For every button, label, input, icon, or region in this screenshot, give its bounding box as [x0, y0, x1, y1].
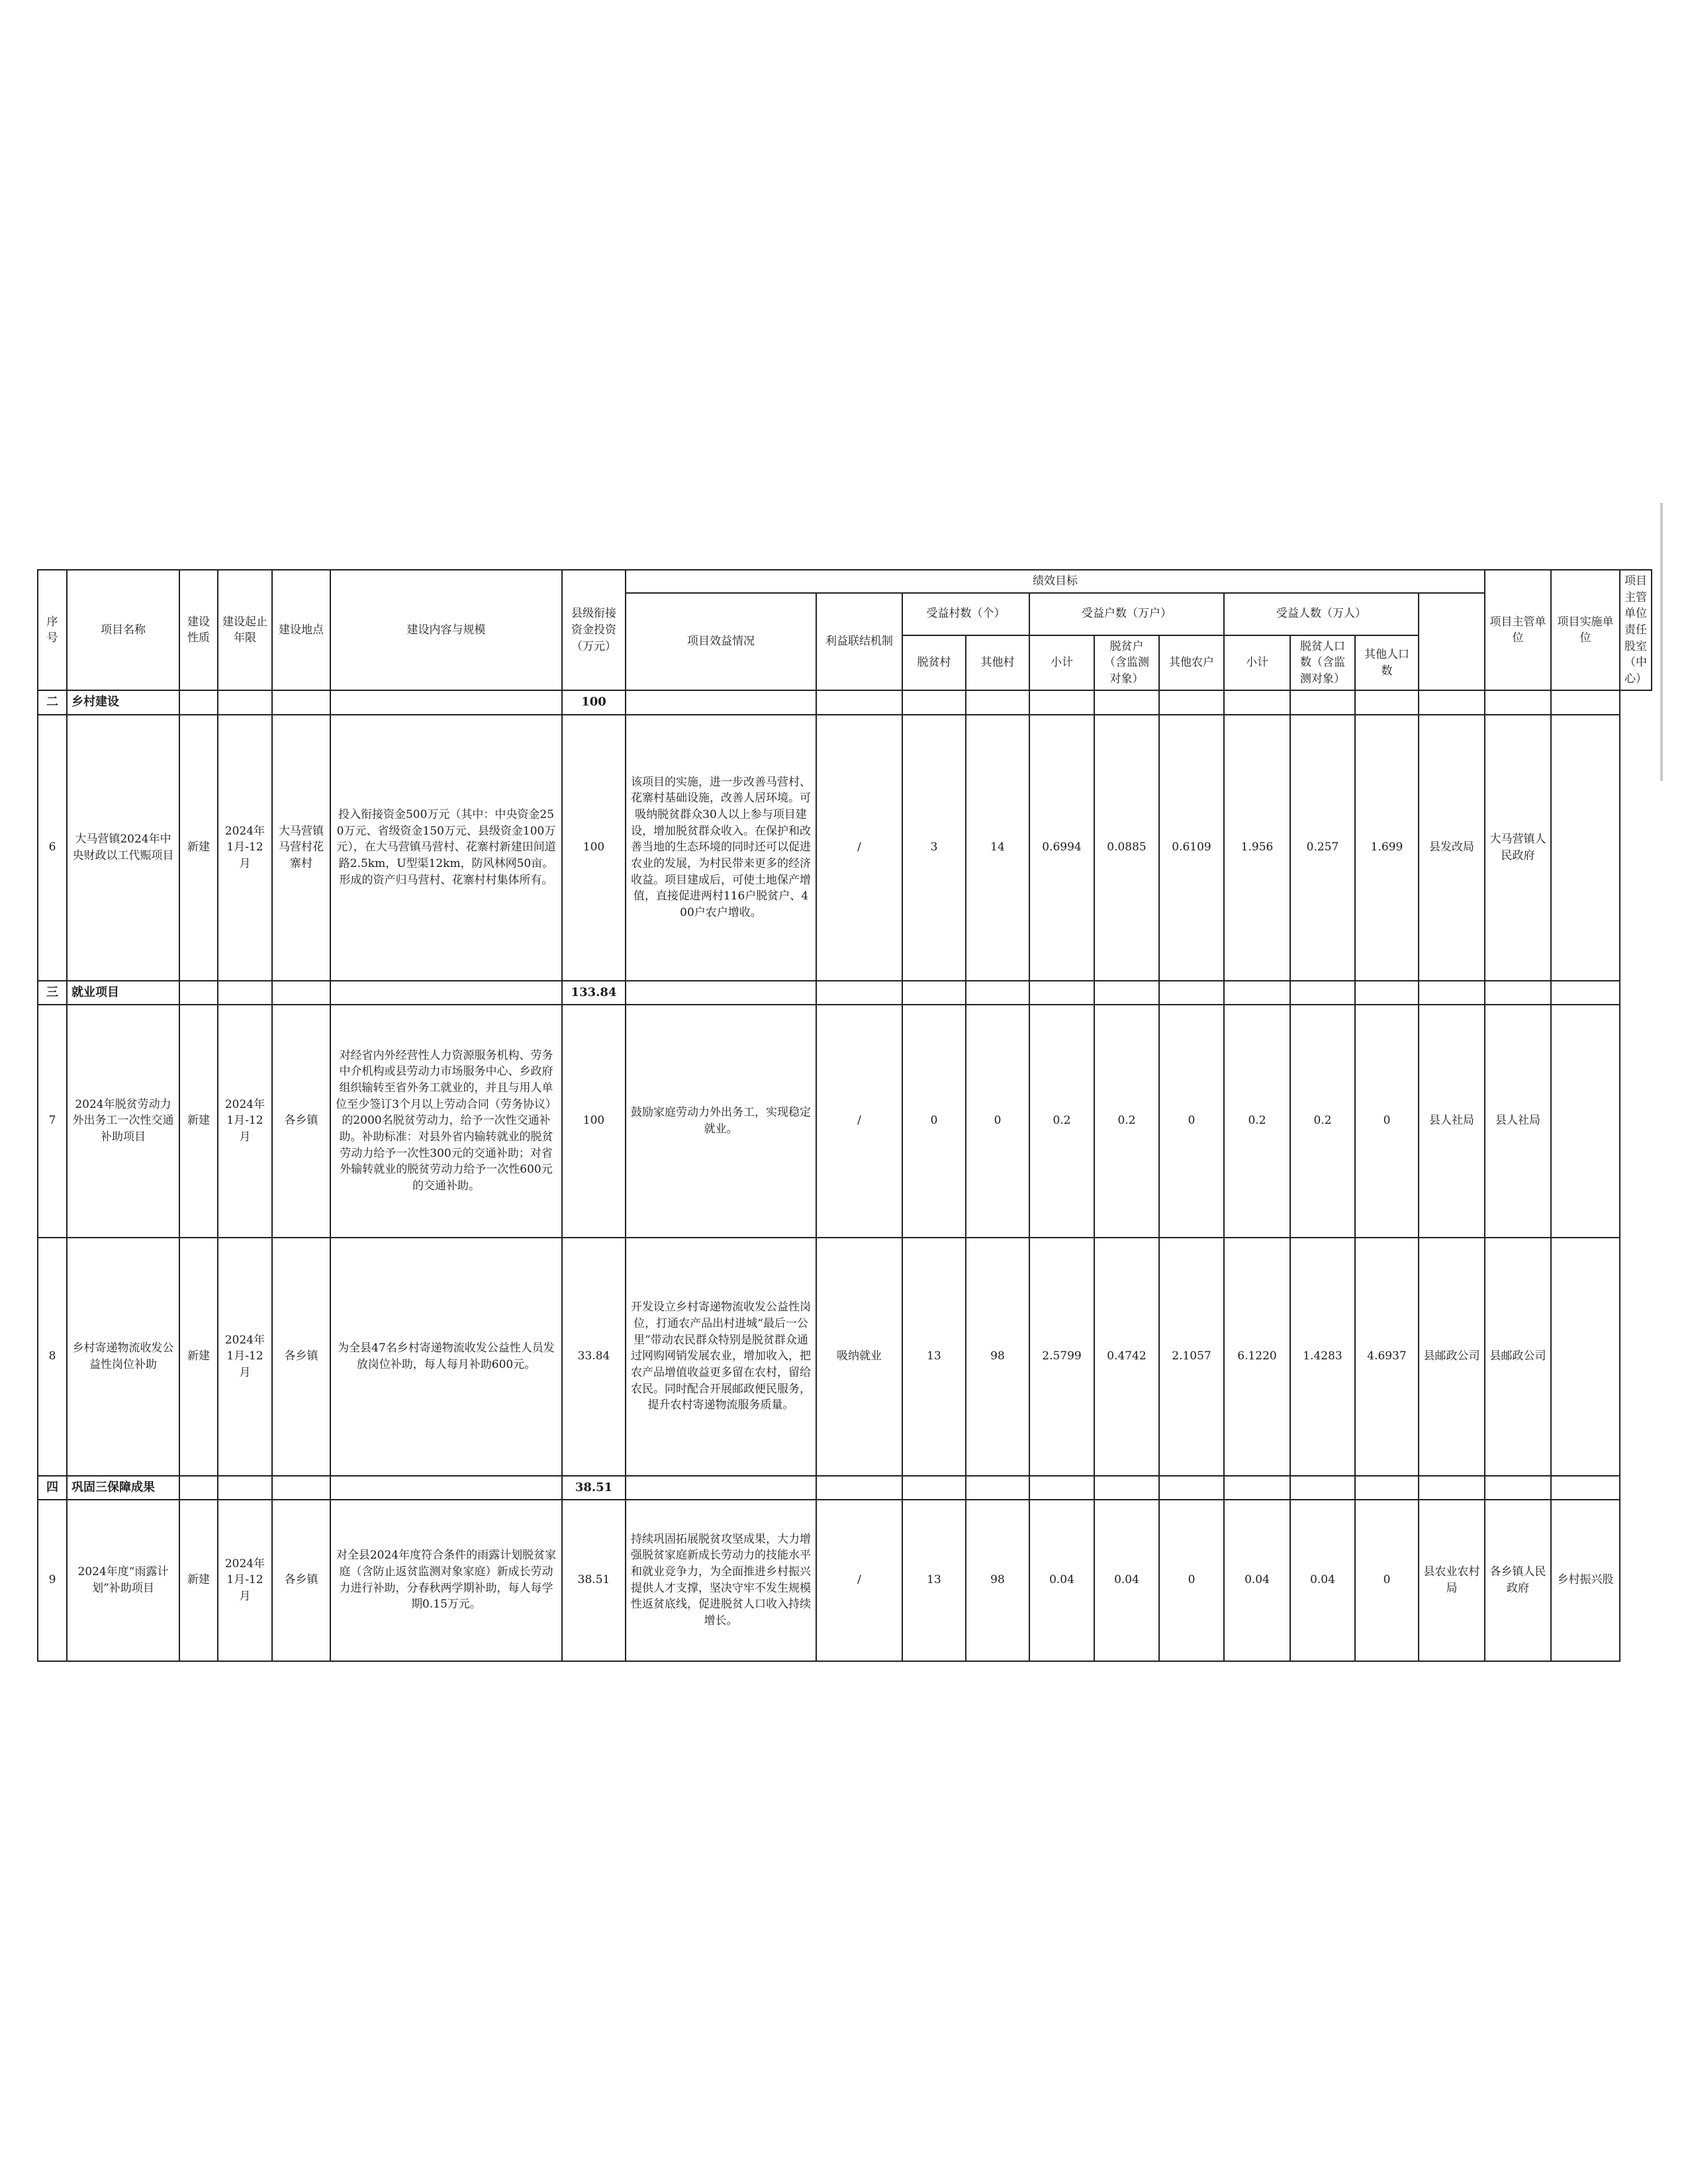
row-hh-subtotal: 0.04: [1029, 1500, 1094, 1661]
row-pp-subtotal: 0.04: [1224, 1500, 1290, 1661]
row-hh-other: 0.6109: [1159, 715, 1224, 981]
table-row: [38, 1500, 1652, 1661]
row-name: 2024年度“雨露计划”补助项目: [67, 1500, 179, 1661]
section-label: 巩固三保障成果: [67, 1476, 179, 1500]
header-link: 利益联结机制: [816, 593, 902, 691]
row-poor-village: 3: [902, 715, 966, 981]
row-hh-other: 0: [1159, 1005, 1224, 1238]
row-hh-other: 0: [1159, 1500, 1224, 1661]
row-other-village: 98: [966, 1238, 1029, 1476]
row-resp: [1551, 1238, 1620, 1476]
header-other-village: 其他村: [966, 635, 1029, 691]
section-row: [38, 690, 1652, 714]
header-period: 建设起止年限: [218, 570, 272, 690]
header-villages: 受益村数（个）: [902, 593, 1029, 635]
header-nature: 建设性质: [179, 570, 218, 690]
row-pp-other: 0: [1355, 1500, 1419, 1661]
row-pp-other: 0: [1355, 1005, 1419, 1238]
table-row: [38, 715, 1652, 981]
row-impl: 大马营镇人民政府: [1485, 715, 1551, 981]
row-period: 2024年1月-12月: [218, 1238, 272, 1476]
row-content: 为全县47名乡村寄递物流收发公益性人员发放岗位补助，每人每月补助600元。: [330, 1238, 562, 1476]
row-funds: 100: [562, 715, 626, 981]
row-other-village: 14: [966, 715, 1029, 981]
section-no: 三: [38, 981, 67, 1005]
row-pp-subtotal: 6.1220: [1224, 1238, 1290, 1476]
row-dept: 县农业农村局: [1419, 1500, 1485, 1661]
row-content: 对全县2024年度符合条件的雨露计划脱贫家庭（含防止返贫监测对象家庭）新成长劳动力进行补助，分春秋两学期补助，每人每学期0.15万元。: [330, 1500, 562, 1661]
header-name: 项目名称: [67, 570, 179, 690]
row-funds: 38.51: [562, 1500, 626, 1661]
header-resp: 项目主管单位责任股室（中心）: [1620, 570, 1652, 690]
row-benefit: 鼓励家庭劳动力外出务工，实现稳定就业。: [626, 1005, 816, 1238]
row-poor-village: 13: [902, 1238, 966, 1476]
header-pp-other: 其他人口数: [1355, 635, 1419, 691]
row-name: 大马营镇2024年中央财政以工代赈项目: [67, 715, 179, 981]
row-pp-other: 4.6937: [1355, 1238, 1419, 1476]
row-pp-poor: 0.04: [1290, 1500, 1355, 1661]
row-no: 8: [38, 1238, 67, 1476]
row-link: /: [816, 1005, 902, 1238]
row-location: 各乡镇: [272, 1005, 330, 1238]
header-poor-village: 脱贫村: [902, 635, 966, 691]
row-content: 对经省内外经营性人力资源服务机构、劳务中介机构或县劳动力市场服务中心、乡政府组织输转至省外务工就业的，并且与用人单位至少签订3个月以上劳动合同（劳务协议）的2000名脱贫劳动力，给予一次性交通补助。补助标准：对县外省内输转就业的脱贫劳动力给予一次性300元的交通补助；对省外输转就业的脱贫劳动力给予一次性600元的交通补助。: [330, 1005, 562, 1238]
row-no: 9: [38, 1500, 67, 1661]
row-resp: 乡村振兴股: [1551, 1500, 1620, 1661]
row-benefit: 该项目的实施，进一步改善马营村、花寨村基础设施，改善人居环境。可吸纳脱贫群众30人以上参与项目建设，增加脱贫群众收入。在保护和改善当地的生态环境的同时还可以促进农业的发展，为村民带来更多的经济收益。项目建成后，可使土地保产增值，直接促进两村116户脱贫户、400户农户增收。: [626, 715, 816, 981]
row-no: 6: [38, 715, 67, 981]
header-people: 受益人数（万人）: [1224, 593, 1419, 635]
row-resp: [1551, 1005, 1620, 1238]
row-pp-subtotal: 0.2: [1224, 1005, 1290, 1238]
header-content: 建设内容与规模: [330, 570, 562, 690]
row-nature: 新建: [179, 1238, 218, 1476]
header-hh-subtotal: 小计: [1029, 635, 1094, 691]
row-dept: 县邮政公司: [1419, 1238, 1485, 1476]
row-location: 大马营镇马营村花寨村: [272, 715, 330, 981]
header-benefit: 项目效益情况: [626, 593, 816, 691]
row-resp: [1551, 715, 1620, 981]
row-pp-subtotal: 1.956: [1224, 715, 1290, 981]
scan-edge-shadow: [1660, 503, 1663, 781]
row-impl: 各乡镇人民政府: [1485, 1500, 1551, 1661]
row-hh-poor: 0.2: [1094, 1005, 1159, 1238]
row-pp-poor: 0.2: [1290, 1005, 1355, 1238]
header-funds: 县级衔接资金投资（万元）: [562, 570, 626, 690]
header-hh-other: 其他农户: [1159, 635, 1224, 691]
row-name: 乡村寄递物流收发公益性岗位补助: [67, 1238, 179, 1476]
header-pp-poor: 脱贫人口数（含监测对象）: [1290, 635, 1355, 691]
header-performance: 绩效目标: [626, 570, 1485, 593]
section-no: 二: [38, 690, 67, 714]
row-poor-village: 13: [902, 1500, 966, 1661]
row-impl: 县邮政公司: [1485, 1238, 1551, 1476]
row-funds: 33.84: [562, 1238, 626, 1476]
row-benefit: 开发设立乡村寄递物流收发公益性岗位，打通农产品出村进城“最后一公里”带动农民群众特别是脱贫群众通过网购网销发展农业，增加收入，把农产品增值收益更多留在农村，留给农民。同时配合开展邮政便民服务，提升农村寄递物流服务质量。: [626, 1238, 816, 1476]
row-period: 2024年1月-12月: [218, 715, 272, 981]
project-table: [37, 569, 1652, 1662]
row-link: 吸纳就业: [816, 1238, 902, 1476]
section-row: [38, 1476, 1652, 1500]
row-nature: 新建: [179, 1005, 218, 1238]
row-hh-subtotal: 2.5799: [1029, 1238, 1094, 1476]
table-row: [38, 1005, 1652, 1238]
row-link: /: [816, 715, 902, 981]
row-poor-village: 0: [902, 1005, 966, 1238]
section-label: 乡村建设: [67, 690, 179, 714]
row-period: 2024年1月-12月: [218, 1005, 272, 1238]
row-pp-poor: 1.4283: [1290, 1238, 1355, 1476]
section-funds: 133.84: [562, 981, 626, 1005]
row-other-village: 0: [966, 1005, 1029, 1238]
row-no: 7: [38, 1005, 67, 1238]
row-impl: 县人社局: [1485, 1005, 1551, 1238]
header-no: 序号: [38, 570, 67, 690]
row-nature: 新建: [179, 1500, 218, 1661]
row-hh-subtotal: 0.2: [1029, 1005, 1094, 1238]
row-benefit: 持续巩固拓展脱贫攻坚成果，大力增强脱贫家庭新成长劳动力的技能水平和就业竞争力，为全面推进乡村振兴提供人才支撑，坚决守牢不发生规模性返贫底线，促进脱贫人口收入持续增长。: [626, 1500, 816, 1661]
row-hh-poor: 0.0885: [1094, 715, 1159, 981]
row-period: 2024年1月-12月: [218, 1500, 272, 1661]
row-location: 各乡镇: [272, 1500, 330, 1661]
row-other-village: 98: [966, 1500, 1029, 1661]
section-funds: 38.51: [562, 1476, 626, 1500]
section-label: 就业项目: [67, 981, 179, 1005]
row-hh-poor: 0.4742: [1094, 1238, 1159, 1476]
row-pp-poor: 0.257: [1290, 715, 1355, 981]
row-pp-other: 1.699: [1355, 715, 1419, 981]
header-hh-poor: 脱贫户（含监测对象）: [1094, 635, 1159, 691]
table-row: [38, 1238, 1652, 1476]
row-location: 各乡镇: [272, 1238, 330, 1476]
section-funds: 100: [562, 690, 626, 714]
section-row: [38, 981, 1652, 1005]
header-households: 受益户数（万户）: [1029, 593, 1224, 635]
header-pp-subtotal: 小计: [1224, 635, 1290, 691]
row-dept: 县发改局: [1419, 715, 1485, 981]
row-funds: 100: [562, 1005, 626, 1238]
row-hh-poor: 0.04: [1094, 1500, 1159, 1661]
row-nature: 新建: [179, 715, 218, 981]
header-impl: 项目实施单位: [1551, 570, 1620, 690]
row-link: /: [816, 1500, 902, 1661]
header-location: 建设地点: [272, 570, 330, 690]
header-dept: 项目主管单位: [1485, 570, 1551, 690]
section-no: 四: [38, 1476, 67, 1500]
row-content: 投入衔接资金500万元（其中：中央资金250万元、省级资金150万元、县级资金100万元），在大马营镇马营村、花寨村新建田间道路2.5km，U型渠12km，防风林网50亩。形成的资产归马营村、花寨村村集体所有。: [330, 715, 562, 981]
row-dept: 县人社局: [1419, 1005, 1485, 1238]
row-name: 2024年脱贫劳动力外出务工一次性交通补助项目: [67, 1005, 179, 1238]
row-hh-other: 2.1057: [1159, 1238, 1224, 1476]
row-hh-subtotal: 0.6994: [1029, 715, 1094, 981]
